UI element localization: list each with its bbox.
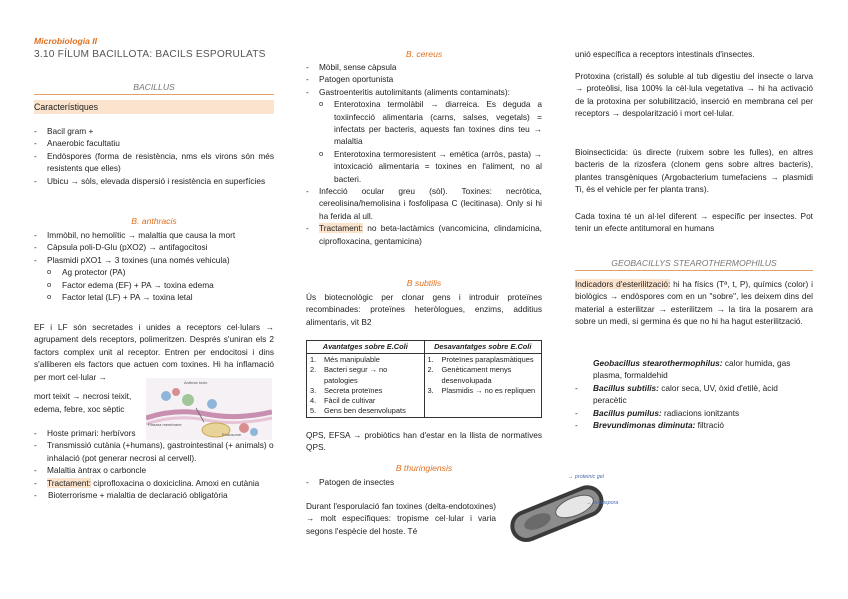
organism-method: calor humida, gas plasma, formaldehid <box>593 358 791 381</box>
table-row: 2. Genèticament menys desenvolupada <box>428 365 539 385</box>
paragraph: unió específica a receptors intestinals d'insectes. <box>575 49 755 59</box>
table-cell-disadvantages <box>424 354 542 418</box>
characteristics-list <box>34 125 274 187</box>
list-item: - Endòspores (forma de resistència, nms els virons són més resistents que elles) <box>34 150 274 175</box>
table-cell-text: Secreta proteïnes <box>324 385 383 395</box>
anthracis-list <box>34 229 274 303</box>
list-item: - Càpsula poli-D-Glu (pXO2) → antifagocitosi <box>34 241 274 253</box>
thuringiensis-list <box>306 476 496 488</box>
table-row: 3. Plasmidis → no es repliquen <box>427 385 536 395</box>
anthracis-paragraph: EF i LF són secretades i unides a receptors cel·lulars → agrupament dels receptors, polimeritzen. Després s'uniran els 2 factors complex unit al receptor. Entren per endocitosi i dins s'alliberen els factors que actuen com toxines. Hi ha inflamació per mort cel·lular → <box>34 322 274 382</box>
list-item: - Malaltia àntrax o carboncle <box>34 464 274 476</box>
diagram-label: Endosome <box>222 432 242 437</box>
list-item: o Enterotoxina termoresistent → emètica (arròs, pasta) → intoxicació alimentaria = toxines en l'aliment, no al bacteri. <box>306 148 542 185</box>
list-item: - Immòbil, no hemolític → malaltia que causa la mort <box>34 229 274 241</box>
cereus-title: B. cereus <box>405 49 443 59</box>
table-header: Desavantatges sobre E.Coli <box>424 341 542 354</box>
table-row: 1. Més manipulable <box>310 355 380 365</box>
table-cell-text: Proteïnes paraplasmàtiques <box>441 355 534 365</box>
micrograph-label: → endospora <box>586 500 619 506</box>
subject-label: Microbiologia II <box>34 36 98 46</box>
diagram-label: Plasma membrane <box>148 422 182 427</box>
table-cell-advantages <box>307 354 425 418</box>
list-item <box>575 407 813 419</box>
list-item: - Patogen de insectes <box>306 476 496 488</box>
cereus-treatment-text: no beta-lactàmics (vancomicina, clindamicina, ciprofloxacina, gentamicina) <box>319 223 542 246</box>
micrograph-label: → proteinic gel <box>568 474 604 480</box>
list-item: o Enterotoxina termolàbil → diarreica. Es deguda a toxiinfecció alimentaria (carns, salses, vegetals) = infectats per bacteris, aquests fan toxines dins teu → malaltia <box>306 98 542 148</box>
paragraph: Protoxina (cristall) és soluble al tub digestiu del insecte o larva → proteòlisi, lisa 100% la cèl·lula vegetativa → hi ha activació de la protoxina per solubilització, inserció en membrana cel per receptors → despolarització i mort cel·lular. <box>575 71 813 119</box>
section-bacillus: BACILLUS <box>34 82 274 95</box>
indicators-label: Indicadors d'esterilització: <box>575 279 671 289</box>
thuringiensis-title: B thuringiensis <box>395 463 453 473</box>
list-item: - Plasmidi pXO1 → 3 toxines (una només vehicula) <box>34 254 274 266</box>
page-title-text: 3.10 FÍLUM BACILLOTA: BACILS ESPORULATS <box>34 49 266 60</box>
list-item <box>575 382 813 407</box>
anthracis-paragraph-line2: mort teixit → necrosi teixit, <box>34 391 132 401</box>
table-row: 1. Proteïnes paraplasmàtiques <box>427 355 534 365</box>
table-cell-text: Fàcil de cultivar <box>324 396 376 406</box>
list-item: - Ubicu → sòls, elevada dispersió i resistència en superfícies <box>34 175 274 187</box>
toxin-item: o Ag protector (PA) <box>34 266 274 278</box>
list-item: - Patogen oportunista <box>306 73 542 85</box>
table-row: 5. Gens ben desenvolupats <box>310 406 406 416</box>
thuringiensis-text: Durant l'esporulació fan toxines (delta-endotoxines) → molt específiques: tropisme cel·lular i varia segons l'espècie del hoste. Té <box>306 501 496 536</box>
list-item: - Transmissió cutània (+humans), gastrointestinal (+ animals) o inhalació (pot generar necrosi al cervell). <box>34 439 274 464</box>
paragraph <box>575 146 813 196</box>
anthracis-paragraph-line3: edema, febre, xoc sèptic <box>34 404 125 414</box>
table-cell-text: Genèticament menys desenvolupada <box>441 365 512 385</box>
toxin-item: o Factor letal (LF) + PA → toxina letal <box>34 291 274 303</box>
list-item <box>34 477 274 489</box>
indicators-text: hi ha físics (Tª, t, P), químics (color) i biològics → endòspores com en un "sobre", les deixem dins del material a esterilitzar → esterilitzem → la tira la posarem ara sobre un medi, si germina és que no hi ha hagut esterilització. <box>575 279 813 327</box>
toxin-item: o Factor edema (EF) + PA → toxina edema <box>34 279 274 291</box>
organism-name: Brevundimonas diminuta: <box>593 420 696 431</box>
list-item <box>306 222 542 247</box>
treatment-label: Tractament: <box>47 477 91 488</box>
treatment-text: ciprofloxacina o doxiciclina. Amoxi en cutània <box>90 477 260 488</box>
qps-text: QPS, EFSA → probiòtics han d'estar en la llista de normatives QPS. <box>306 430 542 453</box>
organism-method: calor seca, UV, òxid d'etilè, àcid peracètic <box>593 382 778 406</box>
cereus-list <box>306 61 542 247</box>
list-item: - Infecció ocular greu (sòl). Toxines: necròtica, cereolisina/hemolisina i fosfolipasa C (lecitinasa). Only si hi ha ferida al ull. <box>306 185 542 222</box>
organism-name: Geobacillus stearothermophilus: <box>593 358 723 368</box>
anthrax-toxin-illustration <box>146 378 272 440</box>
subtilis-text: Ús biotecnològic per clonar gens i introduir proteïnes recombinades: proteïnes heteròlogues, enzims, additius alimentaris, vit B2 <box>306 292 542 327</box>
paragraph-text: Bioinsecticida: ús directe (ruixem sobre les fulles), en altres bacteris de la rizosfera (clonem gens sobre altres bacteris), plantes transgèniques (Argobacterium tumefaciens → plasmidi Ti, és el vehicle per fer planta trans). <box>575 147 813 195</box>
diagram-label: Anthrax toxin <box>184 380 208 385</box>
list-item: - Mòbil, sense càpsula <box>306 61 542 73</box>
table-row: 3. Secreta proteïnes <box>310 385 383 395</box>
cereus-treatment-label: Tractament: <box>319 223 363 234</box>
list-item: - Bacil gram + <box>34 125 274 137</box>
organism-method: filtració <box>695 420 724 431</box>
list-item: - Hoste primari: herbívors <box>34 427 274 439</box>
list-item <box>575 419 813 431</box>
table-header: Avantatges sobre E.Coli <box>307 341 425 354</box>
page-title <box>34 49 266 60</box>
list-item <box>575 357 813 382</box>
advantages-table <box>306 340 542 418</box>
table-cell-text: Més manipulable <box>324 355 380 365</box>
table-cell-text: Plasmidis → no es repliquen <box>441 385 536 395</box>
table-cell-text: Bacteri segur → no patologies <box>324 365 388 385</box>
paragraph: Cada toxina té un al·lel diferent → específic per insectes. Pot tenir un efecte antitumoral en humans <box>575 211 813 234</box>
organism-name: Bacillus subtilis: <box>593 382 659 393</box>
list-item: - Gastroenteritis autolimitants (aliments contaminats): <box>306 86 542 98</box>
organism-name: Bacillus pumilus: <box>593 407 662 418</box>
anthracis-title: B. anthracis <box>131 216 177 226</box>
indicators-paragraph <box>575 278 813 328</box>
organism-method: radiacions ionitzants <box>661 407 740 418</box>
table-row: 2. Bacteri segur → no patologies <box>310 365 421 385</box>
list-item: - Anaerobic facultatiu <box>34 137 274 149</box>
table-cell-text: Gens ben desenvolupats <box>324 406 406 416</box>
section-geobacillus: GEOBACILLYS STEAROTHERMOPHILUS <box>575 258 813 271</box>
characteristics-heading: Característiques <box>34 100 274 114</box>
subtilis-title: B subtilis <box>406 278 442 288</box>
list-item: - Bioterrorisme + malaltia de declaració obligatòria <box>34 489 274 501</box>
anthrax-toxin-diagram <box>146 378 272 440</box>
table-row: 4. Fàcil de cultivar <box>310 396 376 406</box>
spore-micrograph-illustration <box>500 472 624 548</box>
indicator-organisms-list <box>575 357 813 431</box>
spore-micrograph <box>500 472 624 548</box>
